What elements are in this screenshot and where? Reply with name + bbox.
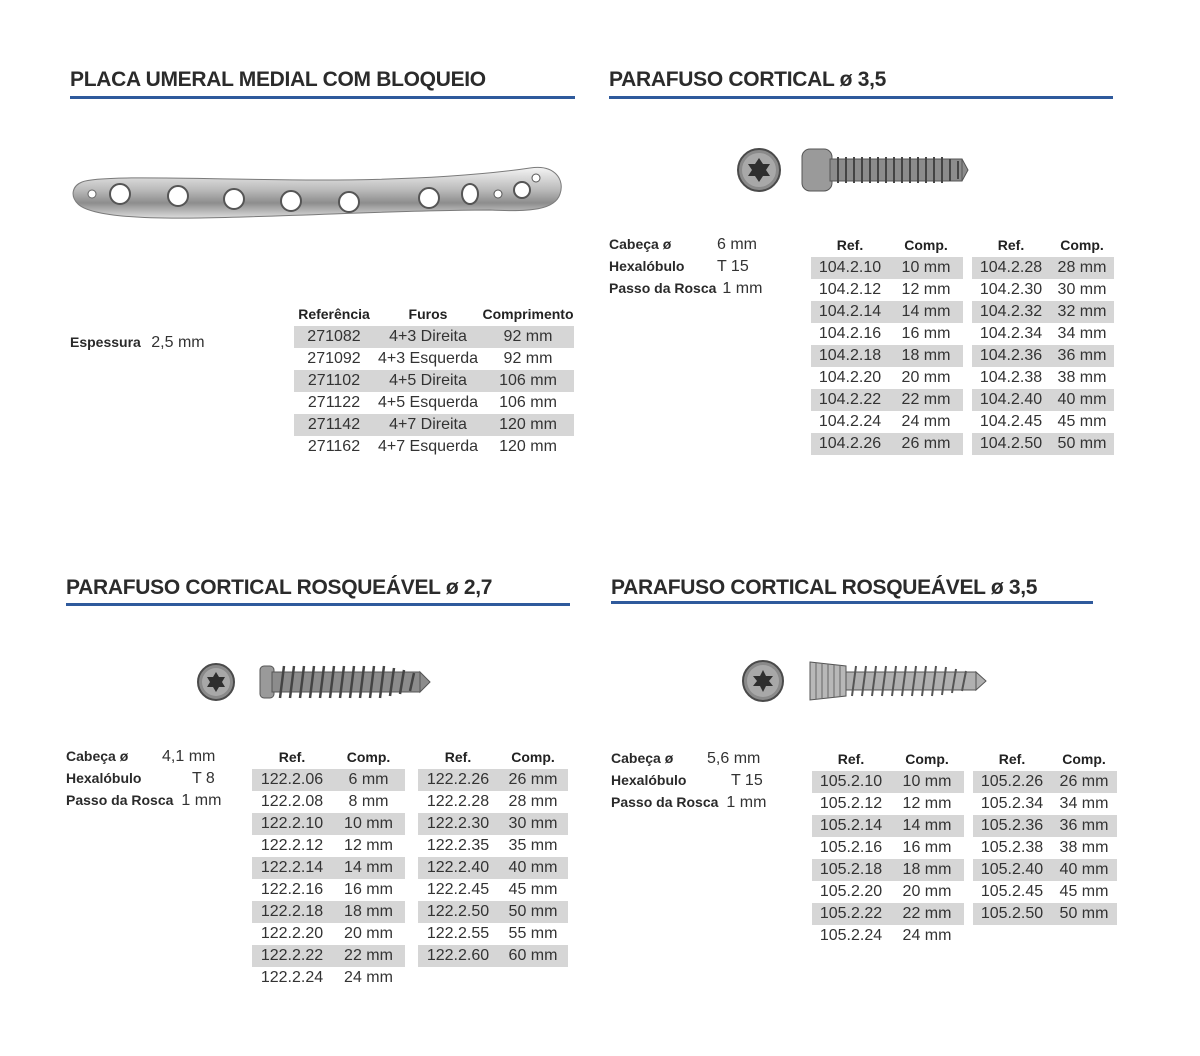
table-cell: 271102 bbox=[294, 370, 374, 392]
table-row bbox=[418, 813, 568, 835]
table-cell: 271082 bbox=[294, 326, 374, 348]
table-cell: 105.2.50 bbox=[973, 903, 1051, 925]
table-cell: 14 mm bbox=[332, 857, 405, 879]
table-cell: 45 mm bbox=[1057, 413, 1107, 430]
table-cell: 104.2.34 bbox=[979, 325, 1043, 342]
spec-value: 5,6 mm bbox=[707, 750, 761, 767]
col-header-length: Comp. bbox=[346, 749, 391, 765]
table-cell: 14 mm bbox=[890, 815, 964, 837]
table-cell: 105.2.45 bbox=[980, 883, 1044, 900]
table-cell: 18 mm bbox=[332, 901, 405, 923]
table-cell: 105.2.40 bbox=[973, 859, 1051, 881]
table-cell: 122.2.06 bbox=[252, 769, 332, 791]
table-cell: 38 mm bbox=[1057, 369, 1107, 386]
table-row bbox=[973, 815, 1117, 837]
plate-table bbox=[294, 302, 574, 458]
rosq35-screw-image bbox=[806, 656, 990, 706]
table-row bbox=[418, 945, 568, 967]
table-row bbox=[418, 857, 568, 879]
col-header-ref: Ref. bbox=[997, 237, 1025, 253]
spec-value: 2,5 mm bbox=[151, 334, 205, 351]
table-cell: 24 mm bbox=[344, 969, 393, 986]
table-cell: 104.2.50 bbox=[972, 433, 1050, 455]
table-cell: 20 mm bbox=[901, 369, 951, 386]
table-cell: 104.2.16 bbox=[818, 325, 882, 342]
table-row bbox=[972, 279, 1114, 301]
table-cell: 16 mm bbox=[901, 325, 951, 342]
col-header-ref: Referência bbox=[298, 306, 370, 322]
table-cell: 45 mm bbox=[1059, 883, 1109, 900]
table-cell: 45 mm bbox=[508, 881, 558, 898]
spec-label: Passo da Rosca bbox=[611, 794, 719, 810]
table-cell: 105.2.12 bbox=[819, 795, 883, 812]
table-cell: 122.2.30 bbox=[418, 813, 498, 835]
table-cell: 122.2.55 bbox=[426, 925, 490, 942]
spec-label: Cabeça ø bbox=[609, 236, 672, 252]
table-cell: 20 mm bbox=[344, 925, 393, 942]
table-cell: 12 mm bbox=[344, 837, 393, 854]
table-row bbox=[418, 791, 568, 813]
spec-label: Cabeça ø bbox=[66, 748, 129, 764]
table-cell: 105.2.38 bbox=[980, 839, 1044, 856]
table-row bbox=[252, 769, 405, 791]
spec-value: 6 mm bbox=[717, 236, 757, 253]
table-row bbox=[811, 411, 963, 433]
table-row bbox=[972, 301, 1114, 323]
table-cell: 16 mm bbox=[344, 881, 393, 898]
table-cell: 28 mm bbox=[508, 793, 558, 810]
humeral-plate-image bbox=[70, 160, 565, 230]
table-row bbox=[252, 879, 405, 901]
table-cell: 4+3 Esquerda bbox=[377, 350, 479, 367]
table-cell: 92 mm bbox=[482, 326, 574, 348]
table-cell: 32 mm bbox=[1050, 301, 1114, 323]
table-row bbox=[294, 326, 574, 348]
table-row bbox=[972, 389, 1114, 411]
table-cell: 50 mm bbox=[1050, 433, 1114, 455]
table-row bbox=[418, 879, 568, 901]
cortical35-title-rule bbox=[609, 96, 1113, 99]
table-cell: 122.2.12 bbox=[260, 837, 324, 854]
table-row bbox=[252, 857, 405, 879]
table-cell: 122.2.35 bbox=[426, 837, 490, 854]
table-cell: 122.2.50 bbox=[418, 901, 498, 923]
table-cell: 106 mm bbox=[499, 394, 557, 411]
table-row bbox=[812, 771, 964, 793]
table-row bbox=[811, 323, 963, 345]
table-cell: 30 mm bbox=[498, 813, 568, 835]
table-cell: 104.2.36 bbox=[972, 345, 1050, 367]
table-cell: 104.2.32 bbox=[972, 301, 1050, 323]
table-cell: 4+5 Direita bbox=[374, 370, 482, 392]
spec-value: T 15 bbox=[717, 258, 749, 275]
table-cell: 22 mm bbox=[889, 389, 963, 411]
col-header-length: Comprimento bbox=[482, 306, 574, 322]
col-header-ref: Ref. bbox=[837, 751, 865, 767]
table-cell: 24 mm bbox=[902, 927, 952, 944]
spec-label: Passo da Rosca bbox=[609, 280, 717, 296]
table-cell: 12 mm bbox=[902, 795, 952, 812]
table-cell: 50 mm bbox=[498, 901, 568, 923]
table-row bbox=[812, 881, 964, 903]
table-cell: 122.2.16 bbox=[260, 881, 324, 898]
table-cell: 104.2.24 bbox=[818, 413, 882, 430]
table-cell: 26 mm bbox=[889, 433, 963, 455]
plate-spec-thickness bbox=[70, 334, 205, 352]
table-cell: 120 mm bbox=[482, 414, 574, 436]
table-row bbox=[294, 436, 574, 458]
table-cell: 122.2.26 bbox=[418, 769, 498, 791]
table-row bbox=[294, 414, 574, 436]
table-cell: 105.2.26 bbox=[973, 771, 1051, 793]
table-cell: 271142 bbox=[294, 414, 374, 436]
table-cell: 104.2.22 bbox=[811, 389, 889, 411]
table-cell: 271092 bbox=[307, 350, 361, 367]
table-cell: 105.2.24 bbox=[819, 927, 883, 944]
spec-label: Cabeça ø bbox=[611, 750, 674, 766]
cortical35-table-left bbox=[811, 233, 963, 455]
table-row bbox=[972, 345, 1114, 367]
table-row bbox=[973, 793, 1117, 815]
table-cell: 104.2.45 bbox=[979, 413, 1043, 430]
table-row bbox=[973, 771, 1117, 793]
table-row bbox=[418, 769, 568, 791]
table-row bbox=[973, 881, 1117, 903]
table-cell: 122.2.10 bbox=[252, 813, 332, 835]
rosq27-title-rule bbox=[66, 603, 570, 606]
table-row bbox=[972, 433, 1114, 455]
table-cell: 28 mm bbox=[1050, 257, 1114, 279]
table-cell: 92 mm bbox=[503, 350, 553, 367]
table-cell: 50 mm bbox=[1051, 903, 1117, 925]
spec-value: T 8 bbox=[192, 770, 215, 787]
table-cell: 20 mm bbox=[902, 883, 952, 900]
rosq35-head-image bbox=[741, 659, 785, 703]
table-row bbox=[418, 835, 568, 857]
plate-title: PLACA UMERAL MEDIAL COM BLOQUEIO bbox=[70, 68, 486, 91]
spec-value: 1 mm bbox=[181, 792, 222, 809]
table-row bbox=[811, 257, 963, 279]
table-cell: 22 mm bbox=[890, 903, 964, 925]
table-cell: 6 mm bbox=[332, 769, 405, 791]
table-row bbox=[294, 370, 574, 392]
table-row bbox=[811, 433, 963, 455]
table-cell: 36 mm bbox=[1050, 345, 1114, 367]
table-cell: 120 mm bbox=[499, 438, 557, 455]
spec-value: 4,1 mm bbox=[162, 748, 216, 765]
spec-value: 1 mm bbox=[726, 794, 767, 811]
table-cell: 105.2.14 bbox=[812, 815, 890, 837]
table-cell: 104.2.18 bbox=[811, 345, 889, 367]
table-cell: 104.2.28 bbox=[972, 257, 1050, 279]
table-cell: 35 mm bbox=[508, 837, 558, 854]
table-row bbox=[252, 791, 405, 813]
rosq35-table-right bbox=[973, 747, 1117, 925]
cortical35-table-right bbox=[972, 233, 1114, 455]
col-header-ref: Ref. bbox=[444, 749, 472, 765]
spec-label: Hexalóbulo bbox=[611, 772, 687, 788]
table-cell: 22 mm bbox=[332, 945, 405, 967]
col-header-length: Comp. bbox=[904, 237, 948, 253]
rosq35-title: PARAFUSO CORTICAL ROSQUEÁVEL ø 3,5 bbox=[611, 576, 1038, 599]
table-cell: 122.2.22 bbox=[252, 945, 332, 967]
rosq27-table-left bbox=[252, 745, 405, 989]
table-cell: 271162 bbox=[307, 438, 361, 455]
cortical35-title: PARAFUSO CORTICAL ø 3,5 bbox=[609, 68, 887, 91]
cortical35-screw-image bbox=[800, 145, 970, 195]
table-row bbox=[973, 903, 1117, 925]
spec-value: 1 mm bbox=[722, 280, 763, 297]
spec-value: T 15 bbox=[731, 772, 763, 789]
table-cell: 12 mm bbox=[901, 281, 951, 298]
table-cell: 38 mm bbox=[1059, 839, 1109, 856]
table-cell: 40 mm bbox=[1051, 859, 1117, 881]
table-cell: 104.2.12 bbox=[818, 281, 882, 298]
table-cell: 104.2.40 bbox=[972, 389, 1050, 411]
table-row bbox=[811, 367, 963, 389]
table-cell: 40 mm bbox=[1050, 389, 1114, 411]
table-row bbox=[252, 945, 405, 967]
table-row bbox=[972, 323, 1114, 345]
table-cell: 122.2.28 bbox=[426, 793, 490, 810]
table-row bbox=[812, 925, 964, 947]
table-row bbox=[972, 411, 1114, 433]
table-cell: 104.2.14 bbox=[811, 301, 889, 323]
table-cell: 8 mm bbox=[348, 793, 389, 810]
spec-label: Hexalóbulo bbox=[609, 258, 685, 274]
table-cell: 105.2.22 bbox=[812, 903, 890, 925]
col-header-length: Comp. bbox=[511, 749, 555, 765]
spec-label: Hexalóbulo bbox=[66, 770, 142, 786]
col-header-ref: Ref. bbox=[998, 751, 1026, 767]
table-cell: 122.2.24 bbox=[260, 969, 324, 986]
table-cell: 55 mm bbox=[508, 925, 558, 942]
cortical35-specs bbox=[609, 236, 789, 302]
col-header-length: Comp. bbox=[1062, 751, 1106, 767]
table-row bbox=[972, 257, 1114, 279]
rosq35-title-rule bbox=[611, 601, 1093, 604]
table-row bbox=[812, 837, 964, 859]
table-cell: 104.2.10 bbox=[811, 257, 889, 279]
table-cell: 4+7 Esquerda bbox=[377, 438, 479, 455]
plate-title-rule bbox=[70, 96, 575, 99]
table-cell: 4+5 Esquerda bbox=[377, 394, 479, 411]
table-row bbox=[294, 392, 574, 414]
cortical35-head-image bbox=[735, 146, 783, 194]
table-cell: 105.2.16 bbox=[819, 839, 883, 856]
table-row bbox=[252, 923, 405, 945]
table-row bbox=[811, 301, 963, 323]
rosq35-table-left bbox=[812, 747, 964, 947]
table-cell: 26 mm bbox=[498, 769, 568, 791]
table-row bbox=[811, 279, 963, 301]
col-header-holes: Furos bbox=[408, 306, 448, 322]
table-cell: 34 mm bbox=[1059, 795, 1109, 812]
table-cell: 105.2.20 bbox=[819, 883, 883, 900]
table-row bbox=[418, 901, 568, 923]
table-row bbox=[811, 345, 963, 367]
table-cell: 122.2.60 bbox=[418, 945, 498, 967]
table-cell: 18 mm bbox=[889, 345, 963, 367]
table-cell: 10 mm bbox=[332, 813, 405, 835]
table-cell: 10 mm bbox=[890, 771, 964, 793]
spec-label: Espessura bbox=[70, 334, 141, 350]
table-cell: 16 mm bbox=[902, 839, 952, 856]
table-cell: 24 mm bbox=[901, 413, 951, 430]
spec-label: Passo da Rosca bbox=[66, 792, 174, 808]
table-cell: 122.2.20 bbox=[260, 925, 324, 942]
table-row bbox=[252, 835, 405, 857]
table-cell: 60 mm bbox=[498, 945, 568, 967]
table-cell: 106 mm bbox=[482, 370, 574, 392]
table-cell: 40 mm bbox=[498, 857, 568, 879]
table-cell: 34 mm bbox=[1057, 325, 1107, 342]
table-row bbox=[294, 348, 574, 370]
table-cell: 104.2.30 bbox=[979, 281, 1043, 298]
rosq27-specs bbox=[66, 748, 226, 814]
table-cell: 122.2.08 bbox=[260, 793, 324, 810]
table-cell: 122.2.40 bbox=[418, 857, 498, 879]
table-cell: 105.2.34 bbox=[980, 795, 1044, 812]
table-row bbox=[811, 389, 963, 411]
table-row bbox=[418, 923, 568, 945]
table-row bbox=[973, 859, 1117, 881]
table-row bbox=[812, 903, 964, 925]
col-header-ref: Ref. bbox=[836, 237, 864, 253]
table-cell: 105.2.10 bbox=[812, 771, 890, 793]
table-cell: 10 mm bbox=[889, 257, 963, 279]
col-header-length: Comp. bbox=[1060, 237, 1104, 253]
col-header-length: Comp. bbox=[905, 751, 949, 767]
rosq27-head-image bbox=[196, 662, 236, 702]
table-row bbox=[252, 901, 405, 923]
table-cell: 104.2.26 bbox=[811, 433, 889, 455]
rosq27-table-right bbox=[418, 745, 568, 967]
table-cell: 30 mm bbox=[1057, 281, 1107, 298]
table-cell: 36 mm bbox=[1051, 815, 1117, 837]
table-cell: 105.2.36 bbox=[973, 815, 1051, 837]
table-row bbox=[252, 813, 405, 835]
rosq27-screw-image bbox=[258, 660, 433, 704]
table-cell: 122.2.45 bbox=[426, 881, 490, 898]
table-row bbox=[972, 367, 1114, 389]
table-cell: 26 mm bbox=[1051, 771, 1117, 793]
table-row bbox=[973, 837, 1117, 859]
table-row bbox=[812, 859, 964, 881]
table-cell: 122.2.14 bbox=[252, 857, 332, 879]
table-row bbox=[252, 967, 405, 989]
table-cell: 4+3 Direita bbox=[374, 326, 482, 348]
table-cell: 104.2.38 bbox=[979, 369, 1043, 386]
table-cell: 4+7 Direita bbox=[374, 414, 482, 436]
table-row bbox=[812, 793, 964, 815]
table-row bbox=[812, 815, 964, 837]
rosq27-title: PARAFUSO CORTICAL ROSQUEÁVEL ø 2,7 bbox=[66, 576, 493, 599]
table-cell: 122.2.18 bbox=[252, 901, 332, 923]
rosq35-specs bbox=[611, 750, 771, 816]
col-header-ref: Ref. bbox=[278, 749, 306, 765]
table-cell: 18 mm bbox=[890, 859, 964, 881]
table-cell: 271122 bbox=[307, 394, 361, 411]
table-cell: 105.2.18 bbox=[812, 859, 890, 881]
table-cell: 14 mm bbox=[889, 301, 963, 323]
table-cell: 104.2.20 bbox=[818, 369, 882, 386]
